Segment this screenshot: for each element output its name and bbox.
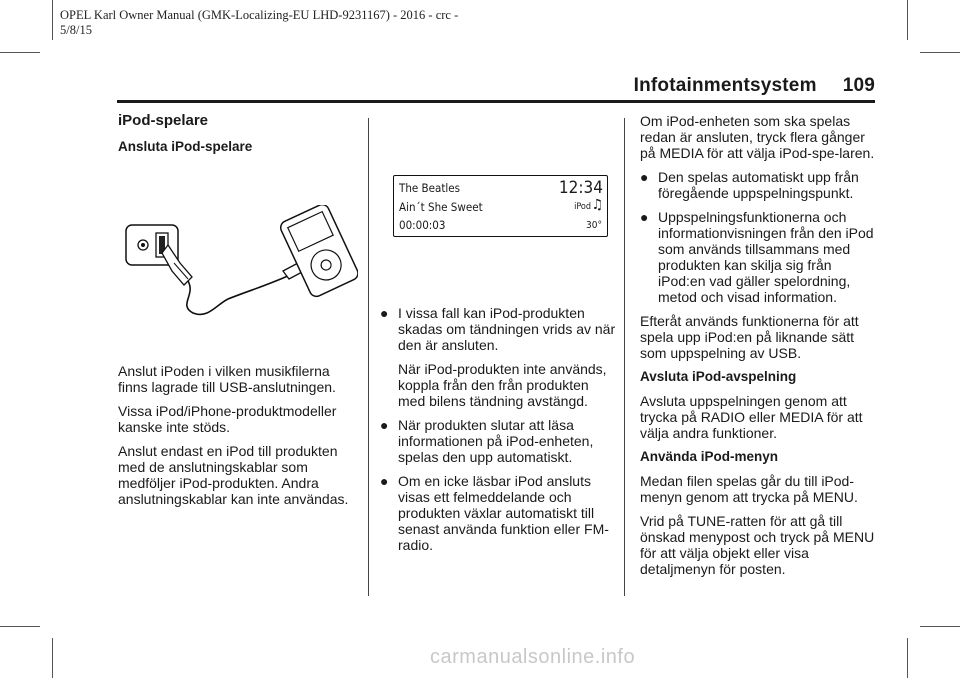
column-1-body	[118, 363, 358, 515]
display-temperature: 30°	[586, 220, 602, 231]
bullet-text: Om en icke läsbar iPod ansluts visas ett felmeddelande och produkten växlar automatiskt till senast använda funktion eller FM-radio.	[398, 473, 609, 553]
meta-date: 5/8/15	[60, 23, 92, 37]
column-divider	[624, 118, 625, 596]
bullet-dot: ●	[380, 473, 389, 489]
display-clock: 12:34	[558, 178, 603, 198]
paragraph: Om iPod-enheten som ska spelas redan är ansluten, tryck flera gånger på MEDIA för att välja iPod-spe-laren.	[640, 113, 875, 161]
document-meta	[60, 8, 540, 38]
crop-mark	[920, 52, 960, 53]
bullet-item	[380, 473, 616, 553]
section-title: Infotainmentsystem	[633, 75, 817, 96]
watermark: carmanualsonline.info	[430, 646, 636, 668]
paragraph: Avsluta uppspelningen genom att trycka på RADIO eller MEDIA för att välja andra funktioner.	[640, 393, 863, 441]
display-artist: The Beatles	[399, 181, 461, 195]
paragraph: Anslut iPoden i vilken musikfilerna finns lagrade till USB-anslutningen.	[118, 363, 336, 395]
bullet-subtext: När iPod-produkten inte används, koppla från den från produkten med bilens tändning avstängd.	[398, 361, 607, 409]
meta-line: OPEL Karl Owner Manual (GMK-Localizing-EU LHD-9231167) - 2016 - crc -	[60, 8, 459, 22]
bullet-text: Uppspelningsfunktionerna och informationvisningen från den iPod som används tillsammans med produkten kan skilja sig från iPod:en vad gäller spelordning, metod och visad information.	[658, 209, 874, 305]
bullet-text: När produkten slutar att läsa informationen på iPod-enheten, spelas den upp automatiskt.	[398, 417, 594, 465]
paragraph: Anslut endast en iPod till produkten med de anslutningskablar som medföljer iPod-produkten. Andra anslutningskablar kan inte användas.	[118, 443, 349, 507]
column-2	[380, 305, 616, 561]
bullet-item	[380, 417, 616, 465]
bullet-item	[380, 305, 616, 353]
bullet-dot: ●	[640, 169, 649, 185]
subheading: Avsluta iPod-avspelning	[640, 369, 797, 384]
subheading: Använda iPod-menyn	[640, 449, 779, 464]
bullet-item	[640, 169, 876, 201]
bullet-text: I vissa fall kan iPod-produkten skadas om tändningen vrids av när den är ansluten.	[398, 305, 616, 353]
crop-mark	[52, 638, 53, 678]
column-1	[118, 113, 358, 163]
paragraph: Medan filen spelas går du till iPod-menyn genom att trycka på MENU.	[640, 473, 858, 505]
display-elapsed-time: 00:00:03	[399, 218, 446, 232]
bullet-text: Den spelas automatiskt upp från föregående uppspelningspunkt.	[658, 169, 859, 201]
subheading: Ansluta iPod-spelare	[118, 139, 253, 154]
paragraph: Vrid på TUNE-ratten för att gå till önskad menypost och tryck på MENU för att välja objekt eller visa detaljmenyn för posten.	[640, 513, 875, 577]
paragraph: Efteråt används funktionerna för att spela upp iPod:en på liknande sätt som uppspelning av USB.	[640, 313, 859, 361]
bullet-dot: ●	[380, 305, 389, 321]
bullet-dot: ●	[640, 209, 649, 225]
music-note-icon: ♫	[591, 197, 603, 213]
radio-display	[393, 175, 608, 237]
bullet-dot: ●	[380, 417, 389, 433]
crop-mark	[0, 626, 40, 627]
crop-mark	[0, 52, 40, 53]
page-number: 109	[842, 75, 875, 96]
crop-mark	[52, 0, 53, 40]
crop-mark	[907, 0, 908, 40]
header-rule	[117, 100, 875, 103]
paragraph: Vissa iPod/iPhone-produktmodeller kanske inte stöds.	[118, 403, 337, 435]
column-3	[640, 113, 876, 585]
page-header	[634, 75, 875, 97]
bullet-item	[640, 209, 876, 305]
display-source: iPod	[574, 202, 591, 212]
column-divider	[368, 118, 369, 596]
crop-mark	[920, 626, 960, 627]
display-track: Ain´t She Sweet	[399, 200, 483, 214]
section-heading: iPod-spelare	[118, 112, 209, 129]
ipod-connection-illustration	[118, 205, 358, 320]
ipod-device	[278, 205, 358, 299]
